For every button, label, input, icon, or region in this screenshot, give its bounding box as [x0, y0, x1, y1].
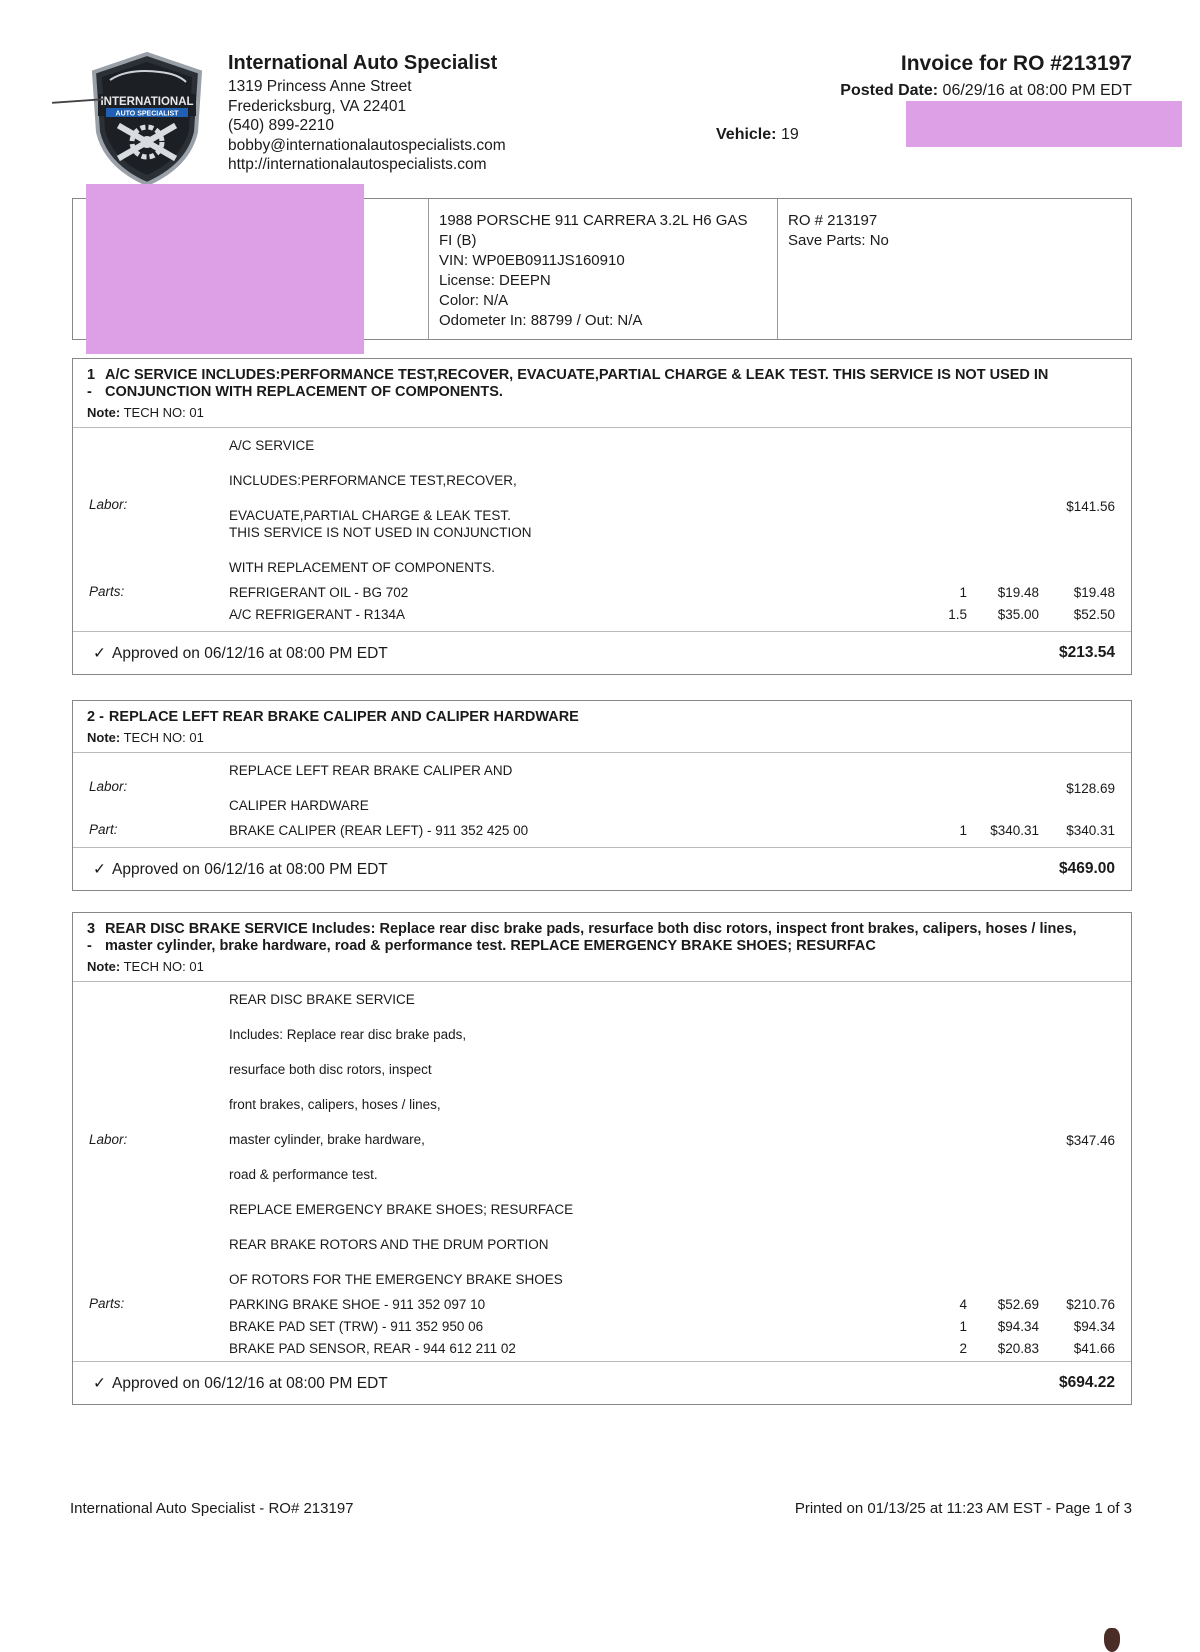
job-3 — [72, 912, 1132, 1405]
job-2-title-line1: REPLACE LEFT REAR BRAKE CALIPER AND CALIPER HARDWARE — [108, 709, 579, 725]
job-3-approval — [93, 1374, 388, 1393]
ro-details — [778, 199, 1131, 339]
part-qty: 1 — [959, 823, 967, 838]
job-2-number: 2 - — [87, 709, 104, 725]
part-amount: $19.48 — [1073, 585, 1115, 600]
part-unit-price: $94.34 — [997, 1319, 1039, 1334]
vehicle-color: Color: N/A — [439, 292, 509, 309]
job-2-footer — [73, 848, 1131, 890]
job-2-approved-text: Approved on 06/12/16 at 08:00 PM EDT — [112, 861, 388, 878]
vehicle-vin: VIN: WP0EB0911JS160910 — [439, 252, 625, 269]
job-2-lines — [73, 753, 1131, 848]
company-phone: (540) 899-2210 — [228, 117, 334, 134]
part-desc: REFRIGERANT OIL - BG 702 — [229, 585, 409, 600]
vehicle-odometer: Odometer In: 88799 / Out: N/A — [439, 312, 643, 329]
job-3-labor-line: REAR BRAKE ROTORS AND THE DRUM PORTION — [229, 1237, 549, 1252]
company-city: Fredericksburg, VA 22401 — [228, 97, 407, 115]
job-2-note — [87, 729, 1119, 746]
job-2-labor-line: REPLACE LEFT REAR BRAKE CALIPER AND — [229, 763, 513, 778]
job-3-title-cont: - master cylinder, brake hardware, road & performance test. REPLACE EMERGENCY BRAKE SHOES; RESURFAC — [87, 938, 876, 954]
part-qty: 4 — [959, 1297, 967, 1312]
company-name: International Auto Specialist — [228, 52, 498, 74]
posted-label: Posted Date: — [840, 82, 939, 99]
job-1-parts-label: Parts: — [89, 584, 125, 599]
job-2-title — [87, 709, 1119, 726]
part-amount: $94.34 — [1073, 1319, 1115, 1334]
job-3-footer — [73, 1362, 1131, 1404]
job-2-note-value: TECH NO: 01 — [123, 730, 204, 745]
scan-smudge — [1104, 1628, 1120, 1652]
redaction-vehicle — [906, 101, 1182, 147]
job-1-approval — [93, 644, 388, 663]
job-3-note — [87, 958, 1119, 975]
checkmark-icon: ✓ — [93, 861, 106, 878]
checkmark-icon: ✓ — [93, 645, 106, 662]
job-1-note-value: TECH NO: 01 — [123, 405, 204, 420]
job-2-header — [73, 701, 1131, 753]
job-1 — [72, 358, 1132, 675]
vehicle-details — [429, 199, 778, 339]
part-amount: $210.76 — [1066, 1297, 1115, 1312]
job-3-labor-line: master cylinder, brake hardware, — [229, 1132, 425, 1147]
job-1-labor-amount: $141.56 — [1066, 499, 1115, 514]
job-1-header — [73, 359, 1131, 428]
vehicle-model-line2: FI (B) — [439, 232, 477, 249]
vehicle-license: License: DEEPN — [439, 272, 551, 289]
job-2-labor-amount: $128.69 — [1066, 781, 1115, 796]
part-amount: $340.31 — [1066, 823, 1115, 838]
job-2-labor-label: Labor: — [89, 779, 128, 794]
vehicle-value: 19 — [780, 126, 799, 143]
job-3-labor-line: OF ROTORS FOR THE EMERGENCY BRAKE SHOES — [229, 1272, 563, 1287]
job-3-labor-line: REAR DISC BRAKE SERVICE — [229, 992, 415, 1007]
job-1-labor-line: A/C SERVICE — [229, 438, 315, 453]
part-qty: 2 — [959, 1341, 967, 1356]
job-3-lines — [73, 982, 1131, 1362]
job-1-number: 1 — [87, 367, 96, 383]
job-3-approved-text: Approved on 06/12/16 at 08:00 PM EDT — [112, 1375, 388, 1392]
job-3-number: 3 — [87, 921, 96, 937]
save-parts: Save Parts: No — [788, 232, 889, 249]
posted-date — [672, 82, 1132, 100]
company-info — [228, 50, 506, 175]
part-unit-price: $340.31 — [990, 823, 1039, 838]
part-desc: BRAKE CALIPER (REAR LEFT) - 911 352 425 00 — [229, 823, 529, 838]
page-footer-left: International Auto Specialist - RO# 213197 — [70, 1500, 354, 1517]
part-unit-price: $35.00 — [997, 607, 1039, 622]
job-2-total: $469.00 — [1058, 860, 1115, 877]
vehicle-model-line1: 1988 PORSCHE 911 CARRERA 3.2L H6 GAS — [439, 212, 748, 229]
job-3-labor-line: road & performance test. — [229, 1167, 378, 1182]
job-3-labor-line: resurface both disc rotors, inspect — [229, 1062, 432, 1077]
job-3-labor-label: Labor: — [89, 1132, 128, 1147]
company-street: 1319 Princess Anne Street — [228, 78, 412, 95]
job-1-title — [87, 367, 1119, 384]
checkmark-icon: ✓ — [93, 1375, 106, 1392]
job-2-parts-label: Part: — [89, 822, 118, 837]
job-2-note-label: Note: — [87, 730, 121, 745]
job-3-labor-line: Includes: Replace rear disc brake pads, — [229, 1027, 467, 1042]
part-qty: 1 — [959, 1319, 967, 1334]
job-3-header — [73, 913, 1131, 982]
job-1-labor-line: INCLUDES:PERFORMANCE TEST,RECOVER, — [229, 473, 517, 488]
job-3-labor-line: REPLACE EMERGENCY BRAKE SHOES; RESURFACE — [229, 1202, 574, 1217]
part-unit-price: $20.83 — [997, 1341, 1039, 1356]
job-1-labor-line: EVACUATE,PARTIAL CHARGE & LEAK TEST. — [229, 508, 511, 523]
part-qty: 1 — [959, 585, 967, 600]
job-1-title-line1: A/C SERVICE INCLUDES:PERFORMANCE TEST,RECOVER, EVACUATE,PARTIAL CHARGE & LEAK TEST. THIS SERVICE IS NOT USED IN — [105, 367, 1049, 383]
job-3-note-value: TECH NO: 01 — [123, 959, 204, 974]
company-email[interactable]: bobby@internationalautospecialists.com — [228, 136, 506, 154]
job-2-labor-line: CALIPER HARDWARE — [229, 798, 369, 813]
part-desc: PARKING BRAKE SHOE - 911 352 097 10 — [229, 1297, 486, 1312]
part-unit-price: $52.69 — [997, 1297, 1039, 1312]
redaction-customer — [86, 184, 364, 354]
part-amount: $52.50 — [1073, 607, 1115, 622]
logo-text-primary: INTERNATIONAL — [100, 96, 194, 108]
posted-value: 06/29/16 at 08:00 PM EDT — [942, 82, 1132, 99]
job-2-approval — [93, 860, 388, 879]
job-3-labor-amount: $347.46 — [1066, 1133, 1115, 1148]
logo-text-secondary: AUTO SPECIALIST — [115, 110, 179, 118]
ro-number: RO # 213197 — [788, 212, 878, 229]
job-1-lines — [73, 428, 1131, 632]
part-desc: BRAKE PAD SET (TRW) - 911 352 950 06 — [229, 1319, 484, 1334]
invoice-title: Invoice for RO #213197 — [900, 52, 1132, 75]
job-3-total: $694.22 — [1058, 1374, 1115, 1391]
job-3-title-line2: master cylinder, brake hardware, road & performance test. REPLACE EMERGENCY BRAKE SHOES; RESURFAC — [105, 938, 876, 954]
job-1-title-cont: - CONJUNCTION WITH REPLACEMENT OF COMPONENTS. — [87, 384, 503, 400]
job-3-title-line1: REAR DISC BRAKE SERVICE Includes: Replace rear disc brake pads, resurface both disc rotors, inspect front brakes, calipers, hoses / lines, — [105, 921, 1077, 937]
job-1-footer — [73, 632, 1131, 674]
job-3-parts-label: Parts: — [89, 1296, 125, 1311]
part-amount: $41.66 — [1073, 1341, 1115, 1356]
page-footer-right: Printed on 01/13/25 at 11:23 AM EST - Page 1 of 3 — [794, 1500, 1132, 1517]
job-1-labor-label: Labor: — [89, 497, 128, 512]
job-1-title-line2: CONJUNCTION WITH REPLACEMENT OF COMPONENTS. — [105, 384, 503, 400]
job-1-note — [87, 404, 1119, 421]
job-3-note-label: Note: — [87, 959, 121, 974]
job-3-labor-line: front brakes, calipers, hoses / lines, — [229, 1097, 441, 1112]
part-desc: BRAKE PAD SENSOR, REAR - 944 612 211 02 — [229, 1341, 516, 1356]
job-3-title — [87, 921, 1119, 938]
part-qty: 1.5 — [948, 607, 967, 622]
job-1-approved-text: Approved on 06/12/16 at 08:00 PM EDT — [112, 645, 388, 662]
job-1-note-label: Note: — [87, 405, 121, 420]
job-1-labor-line: WITH REPLACEMENT OF COMPONENTS. — [229, 560, 496, 575]
company-website[interactable]: http://internationalautospecialists.com — [228, 156, 487, 173]
part-unit-price: $19.48 — [997, 585, 1039, 600]
job-2 — [72, 700, 1132, 891]
part-desc: A/C REFRIGERANT - R134A — [229, 607, 406, 622]
company-logo — [88, 50, 206, 188]
job-1-total: $213.54 — [1058, 644, 1115, 661]
vehicle-label: Vehicle: — [716, 126, 777, 143]
job-1-labor-line: THIS SERVICE IS NOT USED IN CONJUNCTION — [229, 525, 532, 540]
